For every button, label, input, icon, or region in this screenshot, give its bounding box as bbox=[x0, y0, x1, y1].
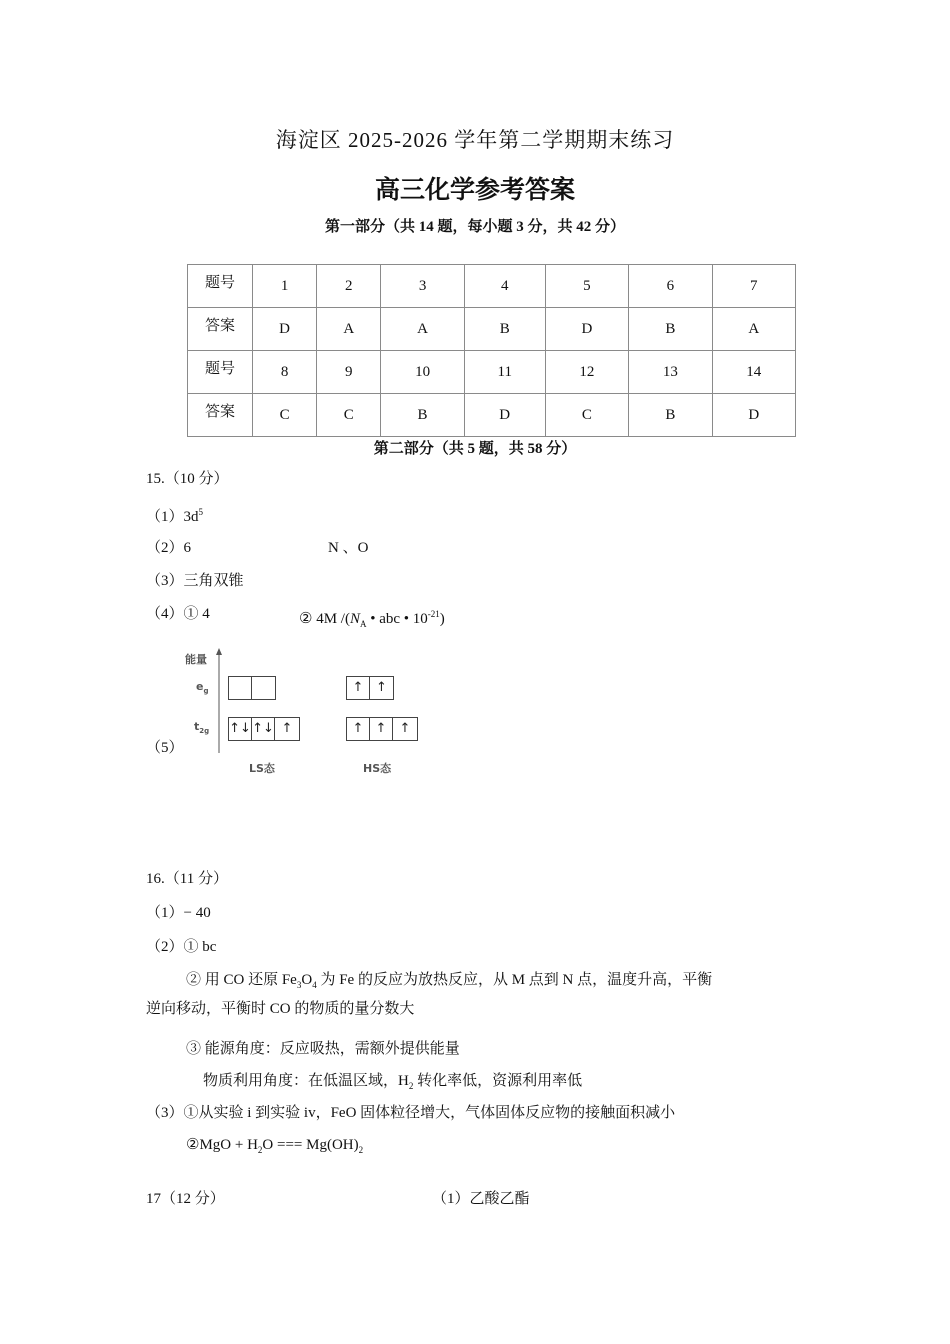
q15-part2-answer: N 、O bbox=[328, 540, 369, 556]
orbital-box bbox=[252, 677, 275, 699]
answer-cell: D bbox=[712, 394, 795, 437]
q16-heading: 16.（11 分） bbox=[146, 871, 228, 887]
eg-label: $e_g$ bbox=[196, 680, 209, 696]
orbital-box: ↑ bbox=[399, 721, 411, 736]
question-number: 12 bbox=[545, 351, 628, 394]
table-row bbox=[188, 394, 796, 437]
answer-cell: D bbox=[464, 394, 545, 437]
answer-cell: D bbox=[545, 308, 628, 351]
q15-part4-a: （4）① 4 bbox=[146, 606, 210, 622]
question-number: 3 bbox=[381, 265, 464, 308]
q16-part2-3-b: 物质利用角度：在低温区域，$H_2$ 转化率低，资源利用率低 bbox=[203, 1073, 583, 1091]
question-number: 4 bbox=[464, 265, 545, 308]
question-number: 11 bbox=[464, 351, 545, 394]
hs-state-label: HS态 bbox=[363, 762, 392, 775]
row-label: 题号 bbox=[188, 265, 253, 308]
answer-cell: D bbox=[253, 308, 317, 351]
answer-cell: B bbox=[629, 308, 712, 351]
ls-eg-orbitals bbox=[228, 676, 276, 700]
row-label: 题号 bbox=[188, 351, 253, 394]
orbital-box: ↑ bbox=[347, 718, 370, 740]
answer-table bbox=[187, 264, 796, 437]
orbital-box: ↑↓ bbox=[252, 718, 275, 740]
row-label: 答案 bbox=[188, 308, 253, 351]
q15-part2: （2）6 bbox=[146, 540, 192, 556]
question-number: 7 bbox=[712, 265, 795, 308]
ls-state-label: LS态 bbox=[249, 762, 275, 775]
question-number: 8 bbox=[253, 351, 317, 394]
part2-heading: 第二部分（共 5 题，共 58 分） bbox=[373, 441, 577, 457]
hs-eg-orbitals bbox=[346, 676, 394, 700]
question-number: 2 bbox=[317, 265, 381, 308]
q17-part1: （1）乙酸乙酯 bbox=[432, 1191, 530, 1207]
table-row bbox=[188, 265, 796, 308]
energy-axis-label: 能量 bbox=[185, 653, 207, 666]
orbital-box: ↑ bbox=[370, 718, 393, 740]
q17-heading: 17（12 分） bbox=[146, 1191, 225, 1207]
q16-part2-2-cont: 逆向移动，平衡时 CO 的物质的量分数大 bbox=[146, 1001, 415, 1017]
answer-cell: A bbox=[712, 308, 795, 351]
answer-cell: B bbox=[629, 394, 712, 437]
energy-axis bbox=[212, 648, 232, 758]
document-subtitle: 高三化学参考答案 bbox=[374, 177, 575, 204]
answer-cell: B bbox=[381, 394, 464, 437]
q16-part2-3: ③ 能源角度：反应吸热，需额外提供能量 bbox=[186, 1041, 460, 1057]
q16-part2-2: ② 用 CO 还原 $Fe_3O_4$ 为 Fe 的反应为放热反应，从 M 点到 N 点，温度升高，平衡 bbox=[186, 972, 713, 990]
q15-part4-b: ② 4M $/(N_A$ • abc • $10^{-21}$) bbox=[299, 609, 445, 629]
document-title: 海淀区 2025-2026 学年第二学期期末练习 bbox=[275, 128, 675, 152]
answer-cell: A bbox=[317, 308, 381, 351]
q15-part1: $(1)3d^5$ bbox=[146, 507, 204, 525]
answer-cell: C bbox=[545, 394, 628, 437]
q16-part1: （1）− 40 bbox=[146, 905, 211, 921]
ls-t2g-orbitals bbox=[228, 717, 300, 741]
question-number: 13 bbox=[629, 351, 712, 394]
question-number: 10 bbox=[381, 351, 464, 394]
q15-heading: 15.（10 分） bbox=[146, 471, 229, 487]
part1-heading: 第一部分（共 14 题，每小题 3 分，共 42 分） bbox=[324, 219, 625, 235]
table-row bbox=[188, 308, 796, 351]
row-label: 答案 bbox=[188, 394, 253, 437]
q16-part2-1: （2）① bc bbox=[146, 939, 217, 955]
orbital-box: ↑ bbox=[347, 677, 370, 699]
question-number: 14 bbox=[712, 351, 795, 394]
question-number: 6 bbox=[629, 265, 712, 308]
orbital-box: ↑ bbox=[376, 680, 387, 695]
q16-part3-1: （3）①从实验 i 到实验 iv，FeO 固体粒径增大，气体固体反应物的接触面积减小 bbox=[146, 1105, 676, 1121]
q16-part3-2: ②MgO + $H_2O$ === $Mg(OH)_2$ bbox=[186, 1137, 364, 1155]
answer-cell: C bbox=[253, 394, 317, 437]
orbital-box bbox=[229, 677, 252, 699]
electron-configuration-diagram bbox=[180, 648, 440, 778]
orbital-box: ↑ bbox=[281, 721, 293, 736]
question-number: 9 bbox=[317, 351, 381, 394]
hs-t2g-orbitals bbox=[346, 717, 418, 741]
q15-part3: （3）三角双锥 bbox=[146, 573, 244, 589]
table-row bbox=[188, 351, 796, 394]
orbital-box: ↑↓ bbox=[229, 718, 252, 740]
answer-cell: A bbox=[381, 308, 464, 351]
t2g-label: $t_{2g}$ bbox=[194, 720, 210, 736]
answer-cell: B bbox=[464, 308, 545, 351]
answer-cell: C bbox=[317, 394, 381, 437]
question-number: 1 bbox=[253, 265, 317, 308]
q15-part5: （5） bbox=[146, 740, 184, 756]
question-number: 5 bbox=[545, 265, 628, 308]
